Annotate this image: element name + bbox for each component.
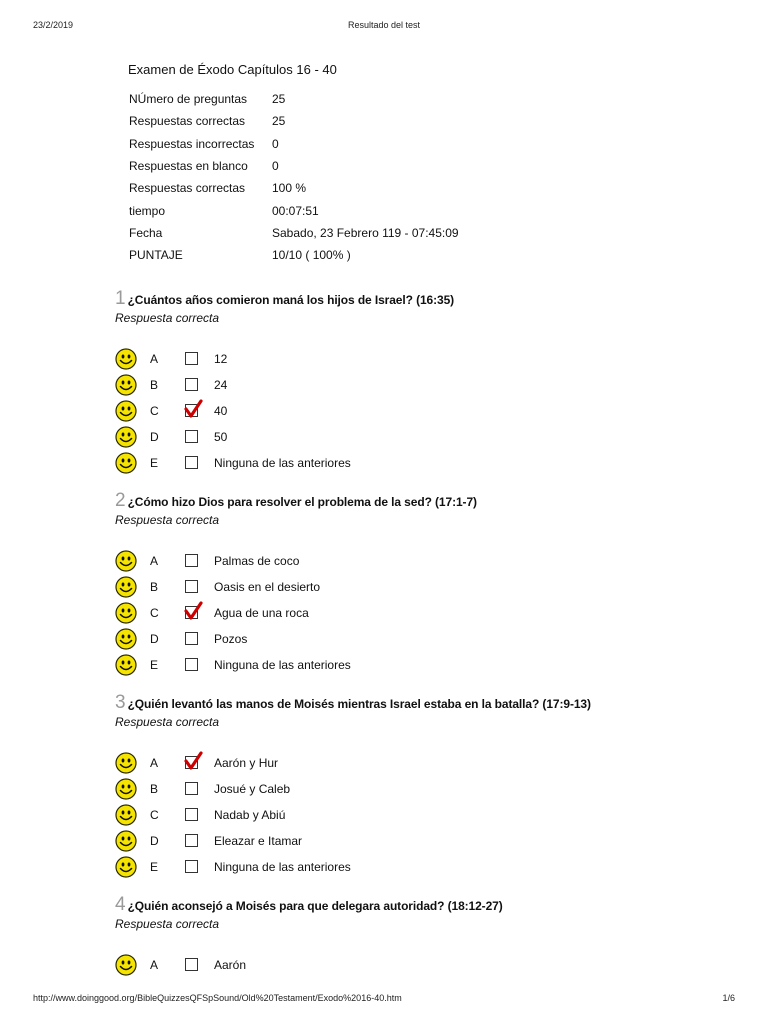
question-text: ¿Cómo hizo Dios para resolver el problema de la sed? (17:1-7) [127,495,477,509]
answer-option [115,854,735,880]
answer-option [115,626,735,652]
summary-label: Fecha [129,225,163,240]
option-checkbox[interactable] [185,352,198,365]
option-checkbox[interactable] [185,554,198,567]
summary-row [129,133,459,155]
summary-value: Sabado, 23 Febrero 119 - 07:45:09 [272,225,459,240]
answer-status: Respuesta correcta [115,715,220,729]
option-letter: A [150,554,159,568]
answer-option [115,600,735,626]
smiley-face-icon [115,550,137,572]
smiley-face-icon [115,400,137,422]
question-1 [115,288,735,476]
option-checkbox[interactable] [185,834,198,847]
answer-options [115,750,735,880]
option-checkbox[interactable] [185,378,198,391]
answer-option [115,398,735,424]
summary-label: tiempo [129,203,166,218]
smiley-face-icon [115,348,137,370]
answer-option [115,828,735,854]
answer-option [115,802,735,828]
option-checkbox[interactable] [185,430,198,443]
answer-option [115,652,735,678]
option-letter: A [150,352,159,366]
summary-row [129,177,459,199]
print-page-title: Resultado del test [347,20,421,30]
question-header [115,490,735,510]
results-summary-table [129,88,459,266]
answer-option [115,574,735,600]
smiley-face-icon [115,576,137,598]
summary-value: 00:07:51 [272,203,319,218]
smiley-face-icon [115,628,137,650]
answer-options [115,548,735,678]
summary-value: 25 [272,114,286,129]
question-header [115,288,735,308]
answer-option [115,424,735,450]
answer-option [115,372,735,398]
option-checkbox[interactable] [185,632,198,645]
option-letter: B [150,580,159,594]
option-checkbox[interactable] [185,456,198,469]
summary-row [129,222,459,244]
exam-title: Examen de Éxodo Capítulos 16 - 40 [128,62,337,77]
smiley-face-icon [115,856,137,878]
summary-value: 0 [272,159,279,174]
option-checkbox[interactable] [185,606,198,619]
summary-label: NÚmero de preguntas [129,92,248,107]
summary-value: 25 [272,92,286,107]
option-letter: E [150,658,159,672]
option-checkbox[interactable] [185,756,198,769]
smiley-face-icon [115,452,137,474]
question-4 [115,894,735,978]
print-header [0,20,768,32]
option-text: 12 [214,352,228,366]
question-number: 3 [115,692,126,713]
option-text: Ninguna de las anteriores [214,860,351,874]
option-checkbox[interactable] [185,782,198,795]
option-text: 50 [214,430,228,444]
option-letter: A [150,756,159,770]
summary-label: PUNTAJE [129,248,183,263]
option-checkbox[interactable] [185,860,198,873]
option-letter: D [150,430,159,444]
answer-option [115,952,735,978]
question-header [115,692,735,712]
red-checkmark-icon [183,399,203,419]
question-text: ¿Cuántos años comieron maná los hijos de Israel? (16:35) [127,293,455,307]
page-url: http://www.doinggood.org/BibleQuizzesQFSpSound/Old%20Testament/Exodo%2016-40.htm [33,993,402,1003]
summary-row [129,244,459,266]
option-checkbox[interactable] [185,658,198,671]
option-text: Ninguna de las anteriores [214,456,351,470]
question-number: 1 [115,288,126,309]
question-number: 4 [115,894,126,915]
smiley-face-icon [115,426,137,448]
summary-row [129,155,459,177]
summary-label: Respuestas en blanco [129,159,248,174]
answer-option [115,548,735,574]
option-letter: C [150,808,159,822]
smiley-face-icon [115,778,137,800]
smiley-face-icon [115,804,137,826]
option-letter: E [150,860,159,874]
summary-value: 100 % [272,181,307,196]
summary-row [129,110,459,132]
question-number: 2 [115,490,126,511]
smiley-face-icon [115,752,137,774]
option-text: Josué y Caleb [214,782,291,796]
page-number: 1/6 [722,993,735,1003]
option-letter: B [150,378,159,392]
summary-value: 10/10 ( 100% ) [272,248,351,263]
option-text: Nadab y Abiú [214,808,286,822]
smiley-face-icon [115,602,137,624]
question-text: ¿Quién aconsejó a Moisés para que delegara autoridad? (18:12-27) [127,899,503,913]
answer-options [115,952,735,978]
smiley-face-icon [115,830,137,852]
option-text: Eleazar e Itamar [214,834,303,848]
answer-option [115,450,735,476]
option-text: Oasis en el desierto [214,580,321,594]
option-letter: E [150,456,159,470]
option-text: Ninguna de las anteriores [214,658,351,672]
option-text: 40 [214,404,228,418]
option-checkbox[interactable] [185,958,198,971]
red-checkmark-icon [183,601,203,621]
option-text: Palmas de coco [214,554,300,568]
option-letter: D [150,632,159,646]
option-text: Aarón [214,958,247,972]
answer-status: Respuesta correcta [115,917,220,931]
option-letter: B [150,782,159,796]
question-text: ¿Quién levantó las manos de Moisés mientras Israel estaba en la batalla? (17:9-13) [127,697,591,711]
option-letter: A [150,958,159,972]
option-text: 24 [214,378,228,392]
option-letter: D [150,834,159,848]
answer-options [115,346,735,476]
answer-option [115,750,735,776]
option-checkbox[interactable] [185,404,198,417]
print-footer [0,993,768,1005]
summary-value: 0 [272,136,279,151]
smiley-face-icon [115,374,137,396]
option-letter: C [150,606,159,620]
summary-label: Respuestas correctas [129,181,246,196]
question-2 [115,490,735,678]
summary-label: Respuestas incorrectas [129,136,255,151]
print-date: 23/2/2019 [33,20,74,30]
summary-row [129,88,459,110]
answer-option [115,346,735,372]
red-checkmark-icon [183,751,203,771]
option-letter: C [150,404,159,418]
summary-row [129,199,459,221]
answer-status: Respuesta correcta [115,311,220,325]
answer-option [115,776,735,802]
option-checkbox[interactable] [185,580,198,593]
question-3 [115,692,735,880]
smiley-face-icon [115,954,137,976]
option-text: Agua de una roca [214,606,309,620]
summary-label: Respuestas correctas [129,114,246,129]
option-checkbox[interactable] [185,808,198,821]
answer-status: Respuesta correcta [115,513,220,527]
option-text: Aarón y Hur [214,756,279,770]
smiley-face-icon [115,654,137,676]
option-text: Pozos [214,632,248,646]
question-header [115,894,735,914]
